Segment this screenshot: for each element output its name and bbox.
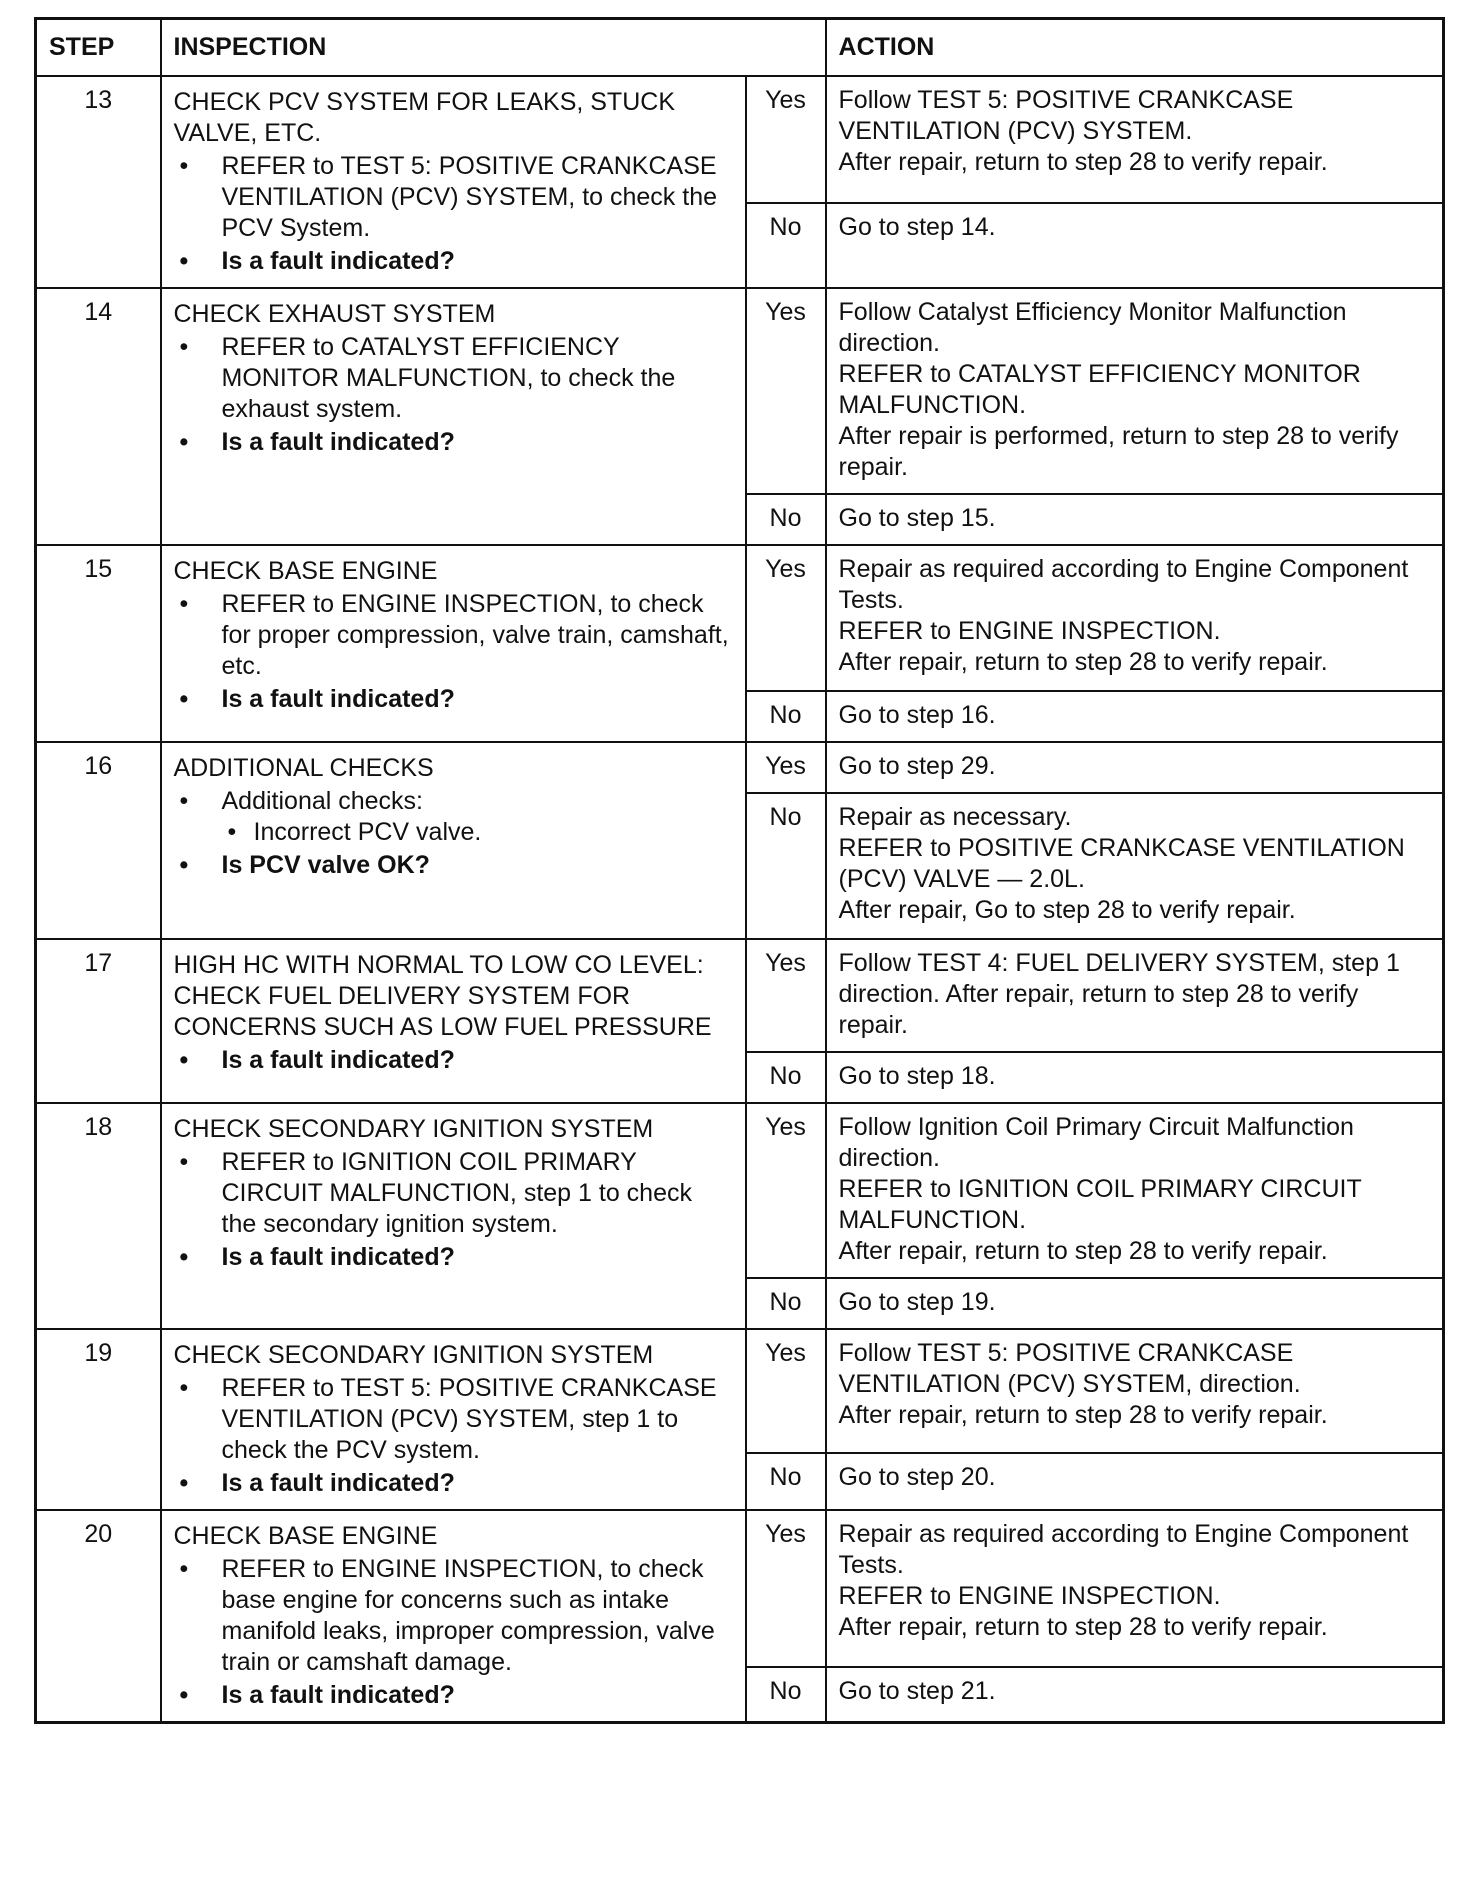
answer-yes: Yes xyxy=(746,76,826,203)
step-number: 15 xyxy=(36,545,161,742)
inspection-bullet: • REFER to ENGINE INSPECTION, to check base engine for concerns such as intake manifold leaks, improper compression, valve train or camshaft damage. xyxy=(174,1554,733,1678)
action-column-header: ACTION xyxy=(826,19,1444,77)
step-15-yes-row xyxy=(36,545,1444,691)
inspection-question: • Is a fault indicated? xyxy=(174,246,733,277)
action-cell xyxy=(826,76,1444,203)
diagnostic-table xyxy=(34,17,1445,1724)
action-line: Follow Ignition Coil Primary Circuit Malfunction direction. xyxy=(838,1113,1354,1172)
answer-yes: Yes xyxy=(746,1329,826,1453)
action-cell xyxy=(826,1667,1444,1722)
answer-yes: Yes xyxy=(746,288,826,494)
answer-yes: Yes xyxy=(746,742,826,793)
inspection-bullets xyxy=(174,589,733,715)
action-line: REFER to ENGINE INSPECTION. xyxy=(838,617,1221,645)
action-line: After repair, return to step 28 to verify repair. xyxy=(838,1613,1328,1641)
action-cell xyxy=(826,742,1444,793)
step-16-yes-row xyxy=(36,742,1444,793)
inspection-question: • Is a fault indicated? xyxy=(174,1242,733,1273)
inspection-cell xyxy=(161,1103,746,1329)
inspection-bullet: • Additional checks: xyxy=(174,786,733,817)
inspection-question: • Is a fault indicated? xyxy=(174,1045,733,1076)
step-number: 16 xyxy=(36,742,161,939)
steps-body xyxy=(36,76,1444,1723)
action-cell xyxy=(826,939,1444,1052)
inspection-title: CHECK SECONDARY IGNITION SYSTEM xyxy=(173,1115,654,1143)
action-line: After repair, return to step 28 to verify repair. xyxy=(838,148,1328,176)
inspection-question: • Is PCV valve OK? xyxy=(174,850,733,881)
action-cell xyxy=(826,1103,1444,1278)
action-line: After repair, Go to step 28 to verify repair. xyxy=(838,896,1296,924)
action-line: After repair, return to step 28 to verify repair. xyxy=(838,648,1328,676)
answer-no: No xyxy=(746,1052,826,1103)
inspection-bullets xyxy=(174,786,733,881)
action-line: Go to step 16. xyxy=(838,701,996,729)
step-number: 13 xyxy=(36,76,161,288)
inspection-title: CHECK PCV SYSTEM FOR LEAKS, STUCK VALVE, ETC. xyxy=(173,88,675,147)
header-row xyxy=(36,19,1444,77)
inspection-sub-bullet: • Incorrect PCV valve. xyxy=(222,817,733,848)
inspection-question: • Is a fault indicated? xyxy=(174,684,733,715)
action-cell xyxy=(826,1329,1444,1453)
inspection-sub-bullets xyxy=(222,817,733,848)
inspection-bullets xyxy=(174,1554,733,1711)
action-line: Go to step 21. xyxy=(838,1677,996,1706)
action-cell xyxy=(826,203,1444,288)
step-number: 17 xyxy=(36,939,161,1103)
action-line: Go to step 15. xyxy=(838,504,996,532)
action-cell xyxy=(826,1453,1444,1510)
action-line: Follow TEST 4: FUEL DELIVERY SYSTEM, step 1 direction. After repair, return to step 28 to verify repair. xyxy=(838,949,1400,1039)
answer-no: No xyxy=(746,1278,826,1329)
inspection-bullet: • REFER to IGNITION COIL PRIMARY CIRCUIT MALFUNCTION, step 1 to check the secondary ignition system. xyxy=(174,1147,733,1240)
action-line: REFER to POSITIVE CRANKCASE VENTILATION (PCV) VALVE — 2.0L. xyxy=(838,834,1405,893)
inspection-title: CHECK BASE ENGINE xyxy=(173,1522,438,1550)
action-line: Go to step 20. xyxy=(838,1463,996,1492)
inspection-bullets xyxy=(174,1045,733,1076)
step-14-yes-row xyxy=(36,288,1444,494)
action-line: Follow Catalyst Efficiency Monitor Malfunction direction. xyxy=(838,298,1347,357)
answer-no: No xyxy=(746,1667,826,1722)
action-cell xyxy=(826,1510,1444,1667)
inspection-cell xyxy=(161,76,746,288)
inspection-cell xyxy=(161,939,746,1103)
inspection-cell xyxy=(161,288,746,545)
answer-no: No xyxy=(746,1453,826,1510)
answer-yes: Yes xyxy=(746,545,826,691)
inspection-cell xyxy=(161,1510,746,1723)
step-19-yes-row xyxy=(36,1329,1444,1453)
inspection-title: ADDITIONAL CHECKS xyxy=(173,754,434,782)
inspection-cell xyxy=(161,545,746,742)
action-cell xyxy=(826,1052,1444,1103)
action-cell xyxy=(826,494,1444,545)
action-line: REFER to CATALYST EFFICIENCY MONITOR MALFUNCTION. xyxy=(838,360,1361,419)
inspection-title: HIGH HC WITH NORMAL TO LOW CO LEVEL: CHECK FUEL DELIVERY SYSTEM FOR CONCERNS SUCH AS LOW FUEL PRESSURE xyxy=(173,951,712,1041)
action-cell xyxy=(826,793,1444,939)
inspection-title: CHECK SECONDARY IGNITION SYSTEM xyxy=(173,1341,654,1369)
inspection-question: • Is a fault indicated? xyxy=(174,1468,733,1499)
step-number: 14 xyxy=(36,288,161,545)
inspection-cell xyxy=(161,1329,746,1510)
action-line: Repair as required according to Engine Component Tests. xyxy=(838,1520,1409,1579)
step-20-yes-row xyxy=(36,1510,1444,1667)
inspection-bullets xyxy=(174,1147,733,1273)
action-cell xyxy=(826,545,1444,691)
inspection-cell xyxy=(161,742,746,939)
answer-no: No xyxy=(746,691,826,742)
inspection-question: • Is a fault indicated? xyxy=(174,1680,733,1711)
action-line: Repair as necessary. xyxy=(838,803,1072,831)
action-line: Go to step 19. xyxy=(838,1288,996,1316)
answer-yes: Yes xyxy=(746,1510,826,1667)
step-number: 19 xyxy=(36,1329,161,1510)
step-number: 18 xyxy=(36,1103,161,1329)
inspection-question: • Is a fault indicated? xyxy=(174,427,733,458)
inspection-column-header: INSPECTION xyxy=(161,19,826,77)
action-line: Go to step 18. xyxy=(838,1062,996,1090)
inspection-title: CHECK BASE ENGINE xyxy=(173,557,438,585)
sub-bullet-group xyxy=(174,817,733,848)
inspection-bullets xyxy=(174,151,733,277)
step-17-yes-row xyxy=(36,939,1444,1052)
inspection-bullet: • REFER to ENGINE INSPECTION, to check for proper compression, valve train, camshaft, etc. xyxy=(174,589,733,682)
action-line: Go to step 14. xyxy=(838,212,996,241)
action-cell xyxy=(826,691,1444,742)
action-line: Go to step 29. xyxy=(838,752,996,780)
action-line: After repair, return to step 28 to verify repair. xyxy=(838,1237,1328,1265)
answer-yes: Yes xyxy=(746,1103,826,1278)
action-line: Follow TEST 5: POSITIVE CRANKCASE VENTILATION (PCV) SYSTEM, direction. xyxy=(838,1339,1301,1398)
inspection-bullet: • REFER to TEST 5: POSITIVE CRANKCASE VENTILATION (PCV) SYSTEM, to check the PCV System. xyxy=(174,151,733,244)
action-line: REFER to ENGINE INSPECTION. xyxy=(838,1582,1221,1610)
action-line: After repair is performed, return to step 28 to verify repair. xyxy=(838,422,1399,481)
inspection-title: CHECK EXHAUST SYSTEM xyxy=(173,300,496,328)
inspection-bullet: • REFER to TEST 5: POSITIVE CRANKCASE VENTILATION (PCV) SYSTEM, step 1 to check the PCV system. xyxy=(174,1373,733,1466)
answer-no: No xyxy=(746,793,826,939)
step-number: 20 xyxy=(36,1510,161,1723)
step-18-yes-row xyxy=(36,1103,1444,1278)
inspection-bullets xyxy=(174,332,733,458)
inspection-bullet: • REFER to CATALYST EFFICIENCY MONITOR MALFUNCTION, to check the exhaust system. xyxy=(174,332,733,425)
inspection-bullets xyxy=(174,1373,733,1499)
answer-no: No xyxy=(746,203,826,288)
action-line: Follow TEST 5: POSITIVE CRANKCASE VENTILATION (PCV) SYSTEM. xyxy=(838,86,1294,145)
step-13-yes-row xyxy=(36,76,1444,203)
diagnostic-sheet xyxy=(34,17,1442,1724)
action-line: After repair, return to step 28 to verify repair. xyxy=(838,1401,1328,1429)
step-column-header: STEP xyxy=(36,19,161,77)
action-cell xyxy=(826,288,1444,494)
action-cell xyxy=(826,1278,1444,1329)
answer-no: No xyxy=(746,494,826,545)
action-line: Repair as required according to Engine Component Tests. xyxy=(838,555,1409,614)
action-line: REFER to IGNITION COIL PRIMARY CIRCUIT MALFUNCTION. xyxy=(838,1175,1362,1234)
answer-yes: Yes xyxy=(746,939,826,1052)
